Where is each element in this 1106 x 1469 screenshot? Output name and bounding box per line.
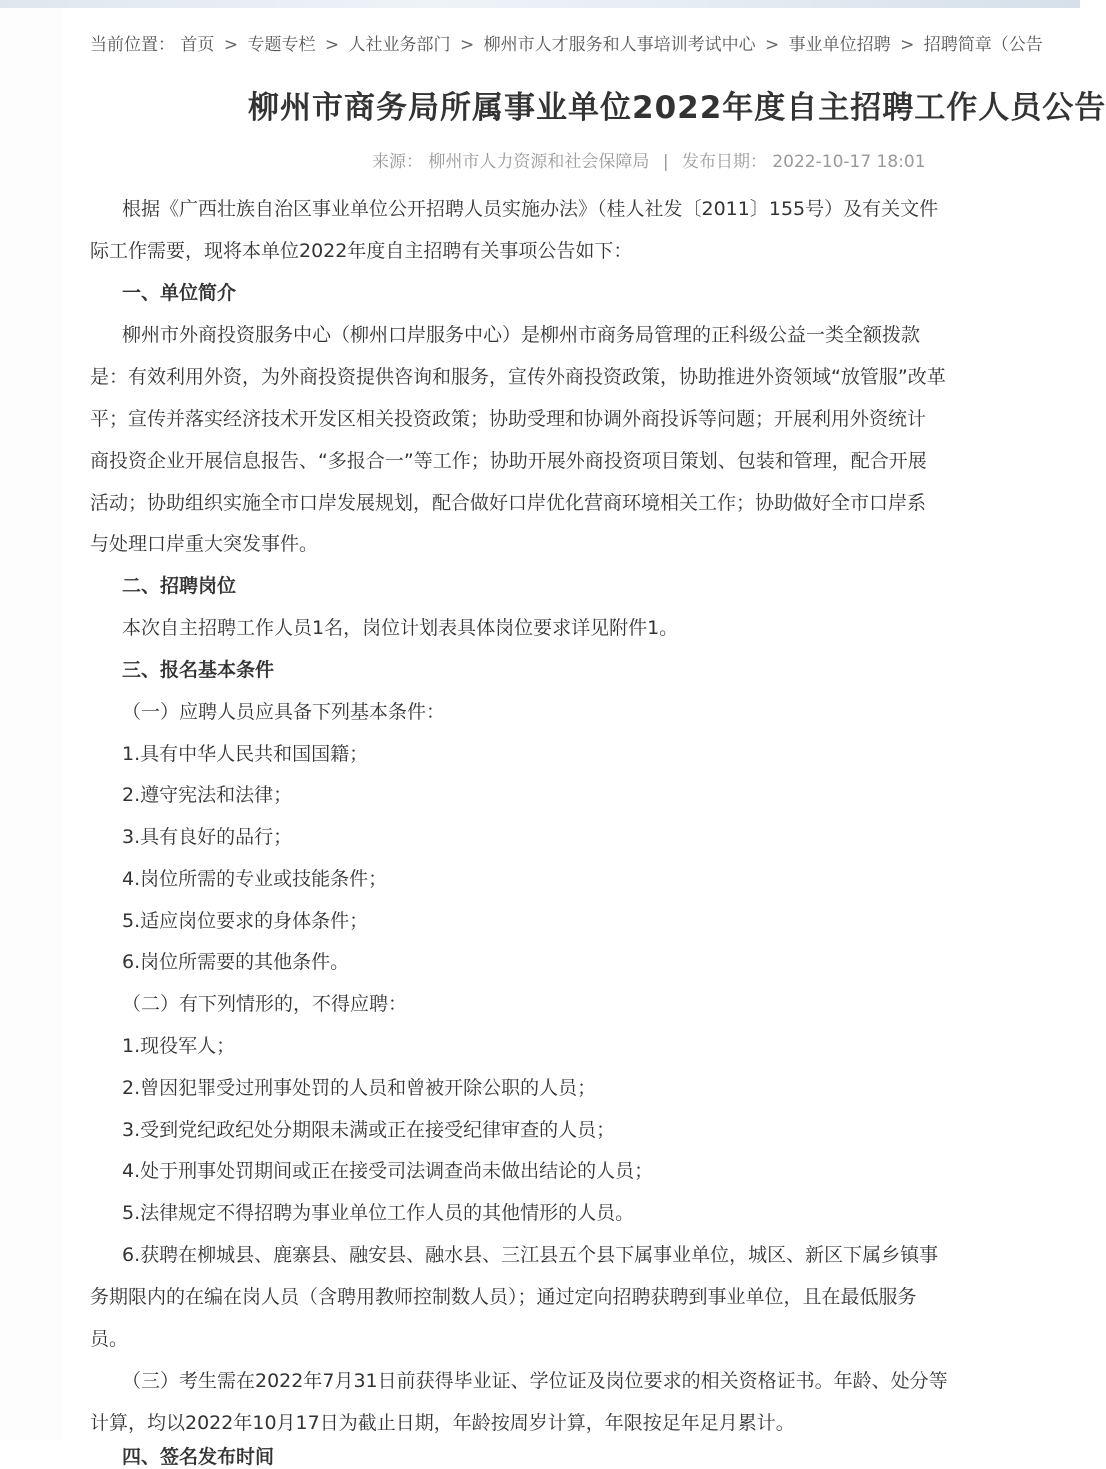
date-value: 2022-10-17 18:01 [772,152,926,172]
body-line: 际工作需要，现将本单位2022年度自主招聘有关事项公告如下： [90,240,633,262]
breadcrumb [90,30,1043,55]
list-item: 6.获聘在柳城县、鹿寨县、融安县、融水县、三江县五个县下属事业单位，城区、新区下属乡镇事 [122,1244,939,1266]
source-value: 柳州市人力资源和社会保障局 [428,152,650,172]
body-line: （一）应聘人员应具备下列基本条件： [122,701,446,723]
source-label: 来源： [372,152,423,172]
list-item: 1.现役军人； [122,1035,236,1057]
breadcrumb-recruitment[interactable]: 事业单位招聘 [788,35,891,55]
body-line: 本次自主招聘工作人员1名，岗位计划表具体岗位要求详见附件1。 [122,617,679,639]
breadcrumb-home[interactable]: 首页 [180,35,215,55]
breadcrumb-talent-center[interactable]: 柳州市人才服务和人事培训考试中心 [483,35,756,55]
date-label: 发布日期： [681,152,767,172]
list-item: 1.具有中华人民共和国国籍； [122,743,369,765]
list-item: 4.处于刑事处罚期间或正在接受司法调查尚未做出结论的人员； [122,1160,654,1182]
list-item: 3.受到党纪政纪处分期限未满或正在接受纪律审查的人员； [122,1119,616,1141]
breadcrumb-hr-departments[interactable]: 人社业务部门 [348,35,451,55]
breadcrumb-announcements[interactable]: 招聘简章（公告 [923,35,1043,55]
body-line: 员。 [90,1328,129,1350]
body-line: 商投资企业开展信息报告、“多报合一”等工作；协助开展外商投资项目策划、包装和管理，配合开展 [90,450,927,472]
breadcrumb-topics[interactable]: 专题专栏 [247,35,316,55]
list-item: 3.具有良好的品行； [122,826,293,848]
list-item: 5.适应岗位要求的身体条件； [122,910,369,932]
body-line: （二）有下列情形的，不得应聘： [122,993,408,1015]
article-title: 柳州市商务局所属事业单位2022年度自主招聘工作人员公告 [248,90,1106,126]
article-page [62,8,1106,1468]
left-margin [0,8,62,1440]
list-item: 5.法律规定不得招聘为事业单位工作人员的其他情形的人员。 [122,1202,635,1224]
meta-divider: | [662,152,669,172]
breadcrumb-prefix: 当前位置： [90,35,175,55]
breadcrumb-separator: > [459,35,475,55]
top-banner-strip [0,0,1080,8]
section-heading: 二、招聘岗位 [122,575,237,597]
body-line: 是：有效利用外资，为外商投资提供咨询和服务，宣传外商投资政策，协助推进外资领域“放管服”改革 [90,366,946,388]
section-heading: 四、签名发布时间 [122,1446,275,1468]
breadcrumb-separator: > [765,35,780,55]
body-line: （三）考生需在2022年7月31日前获得毕业证、学位证及岗位要求的相关资格证书。年龄、处分等 [122,1370,948,1392]
breadcrumb-separator: > [223,35,239,55]
body-line: 活动；协助组织实施全市口岸发展规划，配合做好口岸优化营商环境相关工作；协助做好全市口岸系 [90,492,927,514]
body-line: 平；宣传并落实经济技术开发区相关投资政策；协助受理和协调外商投诉等问题；开展利用外资统计 [90,408,927,430]
list-item: 2.遵守宪法和法律； [122,784,293,806]
breadcrumb-separator: > [900,35,915,55]
article-meta [372,147,926,172]
list-item: 2.曾因犯罪受过刑事处罚的人员和曾被开除公职的人员； [122,1077,597,1099]
breadcrumb-separator: > [324,35,340,55]
section-heading: 一、单位简介 [122,282,237,304]
body-line: 柳州市外商投资服务中心（柳州口岸服务中心）是柳州市商务局管理的正科级公益一类全额拨款 [122,324,921,346]
section-heading: 三、报名基本条件 [122,659,275,681]
body-line: 与处理口岸重大突发事件。 [90,533,319,555]
right-margin [1020,8,1080,1440]
body-line: 务期限内的在编在岗人员（含聘用教师控制数人员）；通过定向招聘获聘到事业单位，且在最低服务 [90,1286,917,1308]
body-line: 计算，均以2022年10月17日为截止日期，年龄按周岁计算，年限按足年足月累计。 [90,1412,795,1434]
list-item: 4.岗位所需的专业或技能条件； [122,868,388,890]
list-item: 6.岗位所需要的其他条件。 [122,951,350,973]
body-line: 根据《广西壮族自治区事业单位公开招聘人员实施办法》（桂人社发〔2011〕155号）及有关文件 [122,198,939,220]
